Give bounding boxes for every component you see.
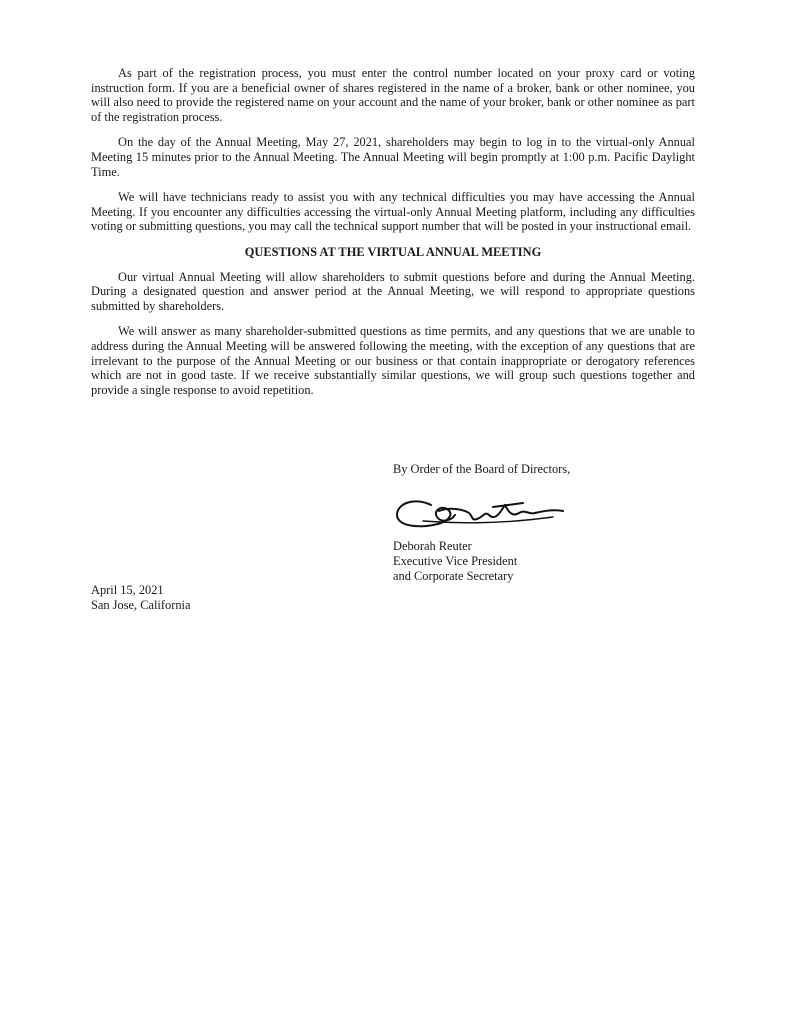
signature-closing: By Order of the Board of Directors,	[393, 462, 571, 476]
paragraph-answer-questions: We will answer as many shareholder-submitted questions as time permits, and any questions that we are unable to address during the Annual Meeting will be answered following the meeting, with the exception of any questions that are irrelevant to the purpose of the Annual Meeting or our business or that contain inappropriate or derogatory references which are not in good taste. If we receive substantially similar questions, we will group such questions together and provide a single response to avoid repetition.	[91, 324, 695, 397]
paragraph-submit-questions: Our virtual Annual Meeting will allow shareholders to submit questions before and during the Annual Meeting. During a designated question and answer period at the Annual Meeting, we will respond to appropriate questions submitted by shareholders.	[91, 269, 695, 313]
document-location: San Jose, California	[91, 598, 191, 612]
paragraph-technical-support: We will have technicians ready to assist you with any technical difficulties you may have accessing the Annual Meeting. If you encounter any difficulties accessing the virtual-only Annual Meeting platform, including any difficulties voting or submitting questions, you may call the technical support number that will be posted in your instructional email.	[91, 190, 695, 234]
handwritten-signature	[393, 491, 573, 535]
date-location-block	[91, 583, 190, 613]
document-date: April 15, 2021	[91, 583, 164, 597]
signatory-name: Deborah Reuter	[393, 539, 472, 553]
paragraph-meeting-day: On the day of the Annual Meeting, May 27, 2021, shareholders may begin to log in to the virtual-only Annual Meeting 15 minutes prior to the Annual Meeting. The Annual Meeting will begin promptly at 1:00 p.m. Pacific Daylight Time.	[91, 135, 695, 179]
signature-block	[393, 462, 653, 584]
paragraph-registration: As part of the registration process, you must enter the control number located on your proxy card or voting instruction form. If you are a beneficial owner of shares registered in the name of a broker, bank or other nominee, you will also need to provide the registered name on your account and the name of your broker, bank or other nominee as part of the registration process.	[91, 66, 695, 124]
signatory-title-line-1: Executive Vice President	[393, 554, 518, 568]
signatory-title-line-2: and Corporate Secretary	[393, 569, 514, 583]
document-body	[91, 66, 695, 408]
section-heading: QUESTIONS AT THE VIRTUAL ANNUAL MEETING	[244, 244, 542, 259]
